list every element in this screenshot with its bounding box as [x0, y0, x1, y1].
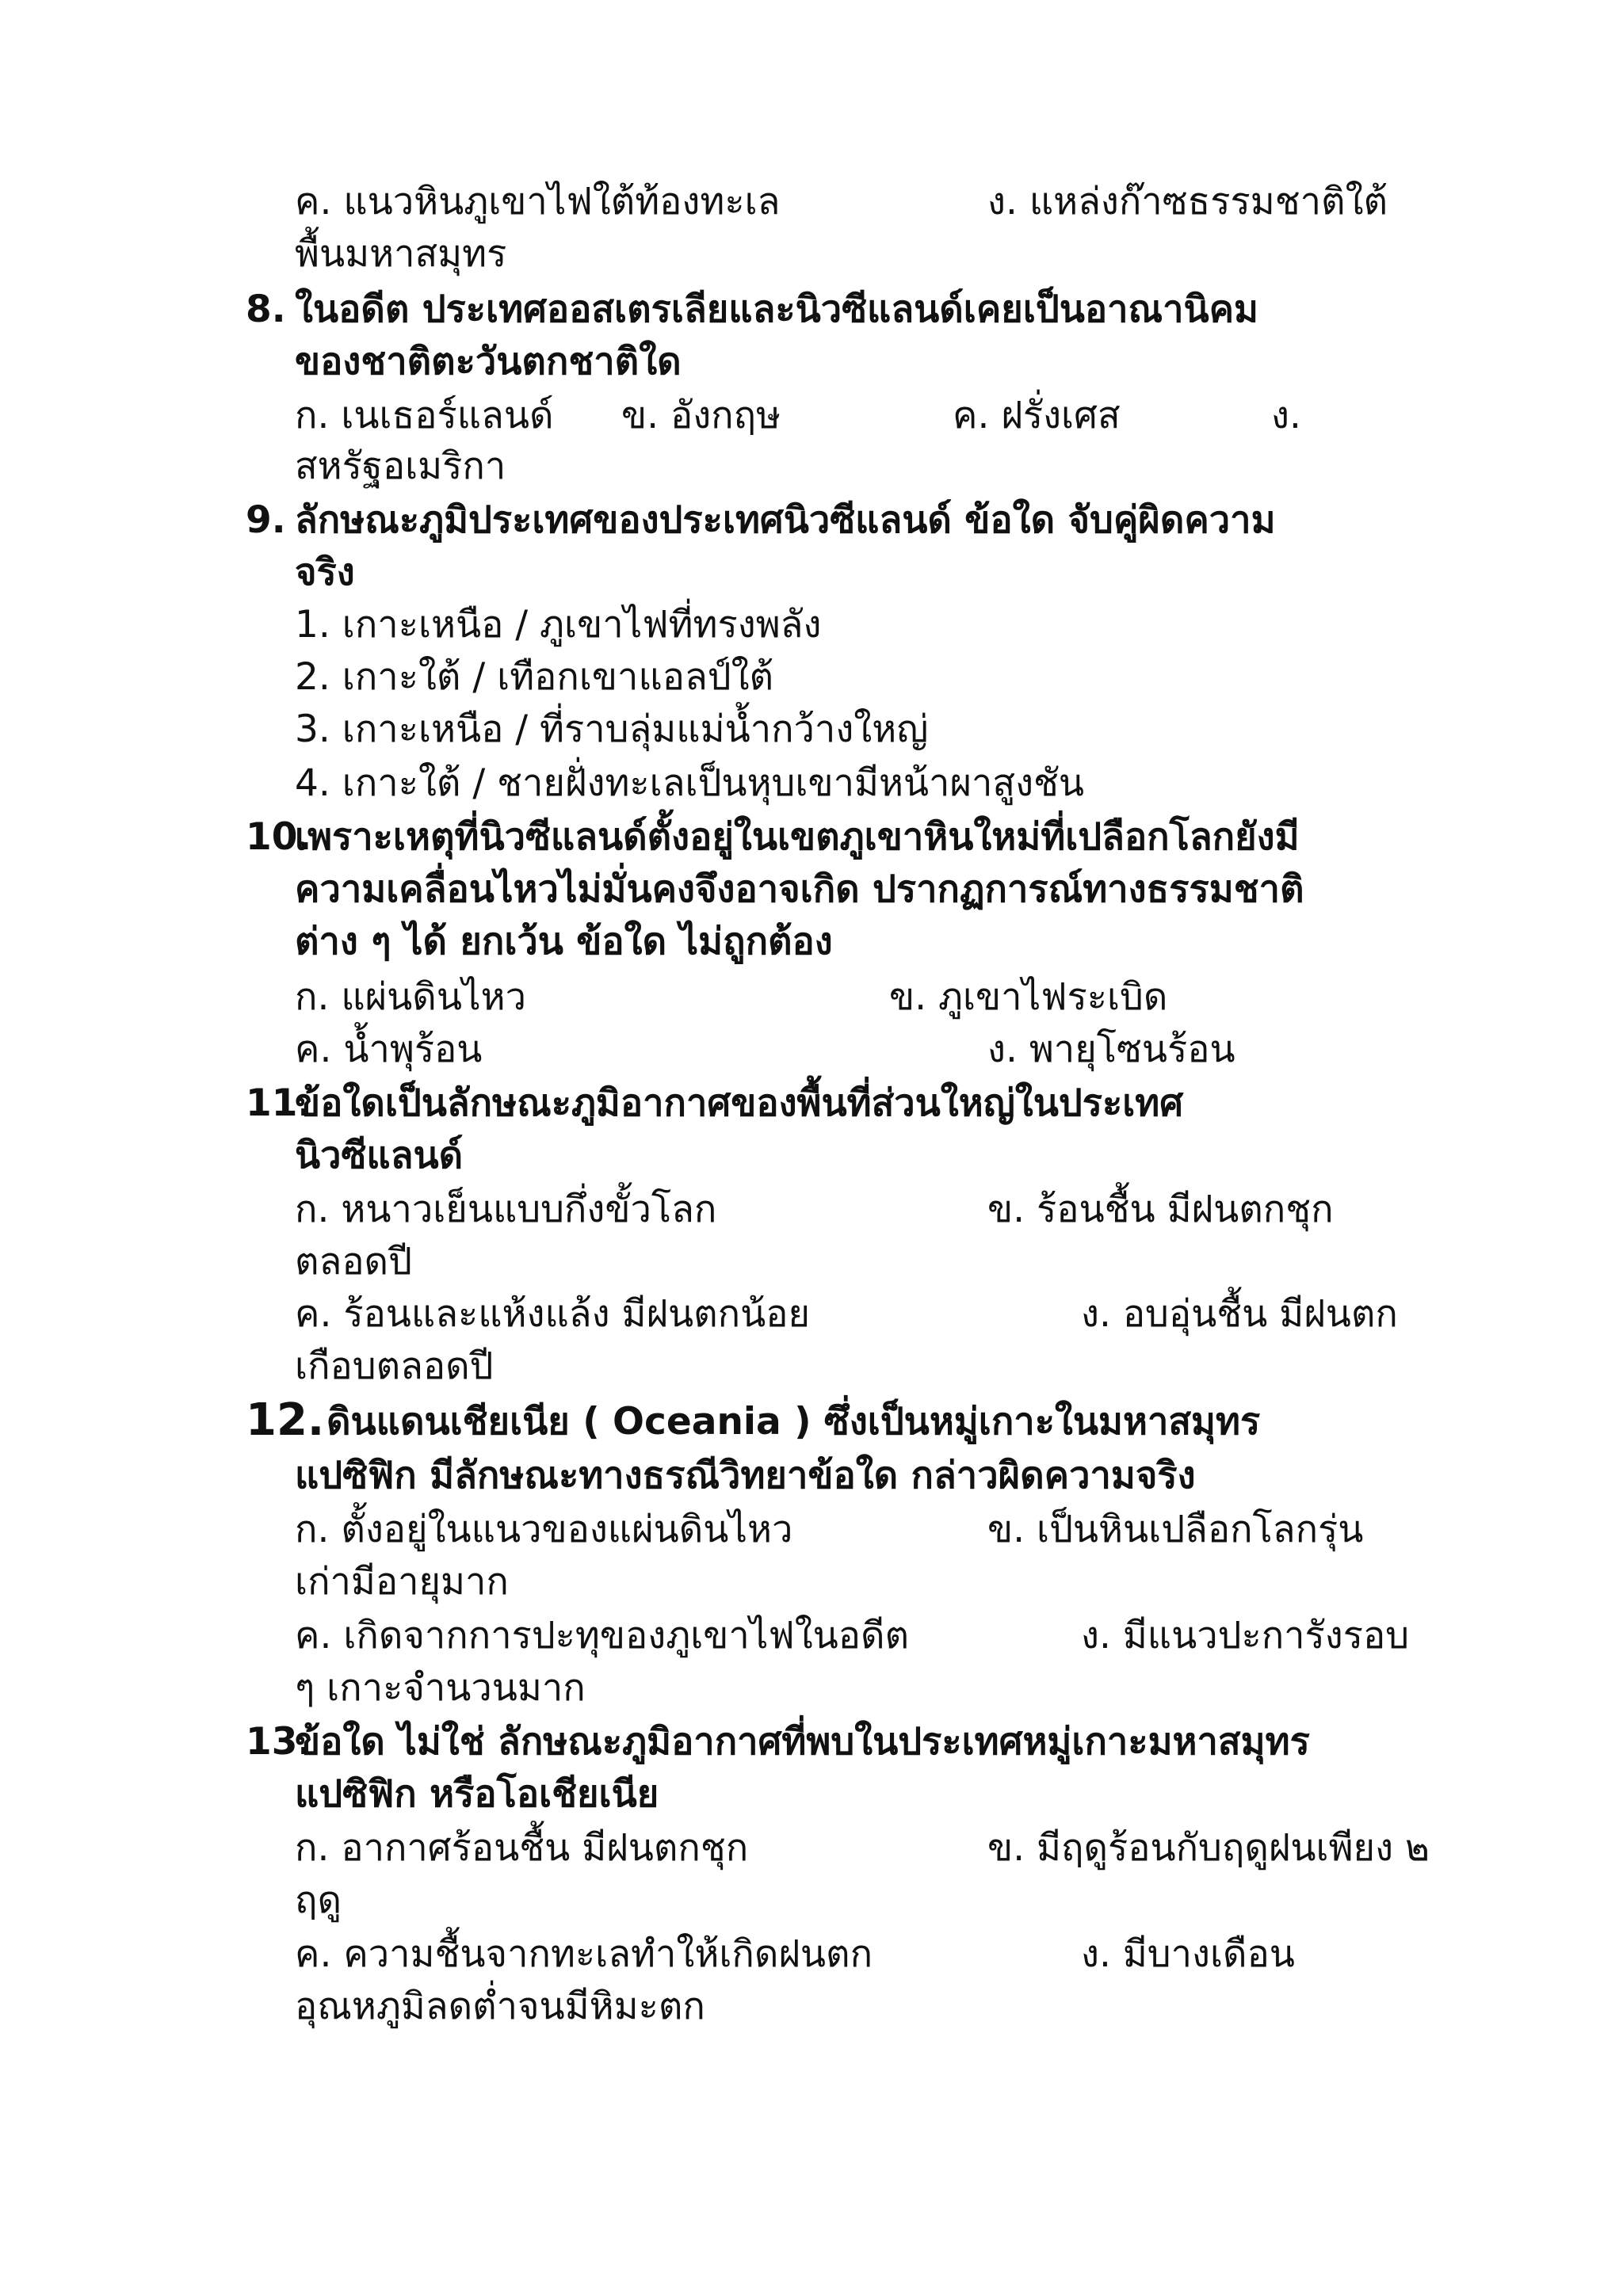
q7-option-c: ค. แนวหินภูเขาไฟใต้ท้องทะเล — [295, 180, 781, 223]
q9-item-1: 1. เกาะเหนือ / ภูเขาไฟที่ทรงพลัง — [295, 603, 822, 646]
q12-option-b-cont: เก่ามีอายุมาก — [295, 1560, 509, 1604]
q10-question: เพราะเหตุที่นิวซีแลนด์ตั้งอยู่ในเขตภูเขาหินใหม่ที่เปลือกโลกยังมี — [295, 815, 1300, 859]
q13-option-b: ข. มีฤดูร้อนกับฤดูฝนเพียง ๒ — [987, 1826, 1430, 1870]
q10-number: 10. — [246, 815, 312, 859]
q9-question-cont: จริง — [295, 551, 355, 594]
q8-option-a: ก. เนเธอร์แลนด์ — [295, 394, 554, 437]
q7-option-d-cont: พื้นมหาสมุทร — [295, 232, 507, 276]
q10-question-cont-2: ต่าง ๆ ได้ ยกเว้น ข้อใด ไม่ถูกต้อง — [295, 920, 833, 963]
q13-option-c: ค. ความชื้นจากทะเลทำให้เกิดฝนตก — [295, 1932, 873, 1976]
q9-item-4: 4. เกาะใต้ / ชายฝั่งทะเลเป็นหุบเขามีหน้าผาสูงชัน — [295, 761, 1085, 805]
q12-question: ดินแดนเชียเนีย ( Oceania ) ซึ่งเป็นหมู่เกาะในมหาสมุทร — [327, 1400, 1261, 1444]
q10-option-a: ก. แผ่นดินไหว — [295, 975, 526, 1019]
q13-option-d: ง. มีบางเดือน — [1081, 1932, 1295, 1976]
q12-number: 12. — [246, 1394, 325, 1446]
q11-option-d: ง. อบอุ่นชื้น มีฝนตก — [1081, 1292, 1398, 1336]
q11-question: ข้อใดเป็นลักษณะภูมิอากาศของพื้นที่ส่วนใหญ่ในประเทศ — [295, 1081, 1184, 1125]
q8-option-d: ง. — [1271, 394, 1301, 437]
q13-option-d-cont: อุณหภูมิลดต่ำจนมีหิมะตก — [295, 1985, 705, 2028]
q12-option-b: ข. เป็นหินเปลือกโลกรุ่น — [987, 1508, 1364, 1551]
q8-option-c: ค. ฝรั่งเศส — [953, 394, 1121, 437]
q12-option-a: ก. ตั้งอยู่ในแนวของแผ่นดินไหว — [295, 1508, 793, 1551]
q11-option-c: ค. ร้อนและแห้งแล้ง มีฝนตกน้อย — [295, 1292, 810, 1336]
q11-option-d-cont: เกือบตลอดปี — [295, 1344, 494, 1388]
q11-option-a: ก. หนาวเย็นแบบกึ่งขั้วโลก — [295, 1188, 717, 1231]
q11-option-b: ข. ร้อนชื้น มีฝนตกชุก — [987, 1188, 1334, 1231]
q8-option-b: ข. อังกฤษ — [621, 394, 781, 437]
q13-option-b-cont: ฤดู — [295, 1878, 342, 1922]
q12-option-c: ค. เกิดจากการปะทุของภูเขาไฟในอดีต — [295, 1614, 910, 1657]
q11-question-cont: นิวซีแลนด์ — [295, 1134, 464, 1177]
q9-question: ลักษณะภูมิประเทศของประเทศนิวซีแลนด์ ข้อใด จับคู่ผิดความ — [295, 498, 1276, 542]
q11-number: 11. — [246, 1081, 312, 1125]
q12-option-d: ง. มีแนวปะการังรอบ — [1081, 1614, 1410, 1657]
q13-question-cont: แปซิฟิก หรือโอเชียเนีย — [295, 1772, 659, 1816]
q7-option-d: ง. แหล่งก๊าซธรรมชาติใต้ — [987, 180, 1388, 223]
q10-option-c: ค. น้ำพุร้อน — [295, 1028, 483, 1071]
q9-number: 9. — [246, 498, 286, 542]
q8-question: ในอดีต ประเทศออสเตรเลียและนิวซีแลนด์เคยเป็นอาณานิคม — [295, 288, 1259, 331]
q10-option-d: ง. พายุโซนร้อน — [987, 1028, 1235, 1071]
q8-option-d-cont: สหรัฐอเมริกา — [295, 444, 506, 488]
q10-question-cont-1: ความเคลื่อนไหวไม่มั่นคงจึงอาจเกิด ปรากฏการณ์ทางธรรมชาติ — [295, 868, 1304, 911]
q12-option-d-cont: ๆ เกาะจำนวนมาก — [295, 1666, 586, 1710]
q8-number: 8. — [246, 288, 286, 331]
q11-option-b-cont: ตลอดปี — [295, 1240, 412, 1283]
q13-number: 13. — [246, 1720, 312, 1764]
q13-option-a: ก. อากาศร้อนชื้น มีฝนตกชุก — [295, 1826, 749, 1870]
q10-option-b: ข. ภูเขาไฟระเบิด — [889, 975, 1168, 1019]
q8-question-cont: ของชาติตะวันตกชาติใด — [295, 340, 682, 383]
q9-item-3: 3. เกาะเหนือ / ที่ราบลุ่มแม่น้ำกว้างใหญ่ — [295, 707, 929, 751]
q13-question: ข้อใด ไม่ใช่ ลักษณะภูมิอากาศที่พบในประเทศหมู่เกาะมหาสมุทร — [295, 1720, 1310, 1764]
q12-question-cont: แปซิฟิก มีลักษณะทางธรณีวิทยาข้อใด กล่าวผิดความจริง — [295, 1454, 1196, 1497]
q9-item-2: 2. เกาะใต้ / เทือกเขาแอลป์ใต้ — [295, 655, 774, 699]
